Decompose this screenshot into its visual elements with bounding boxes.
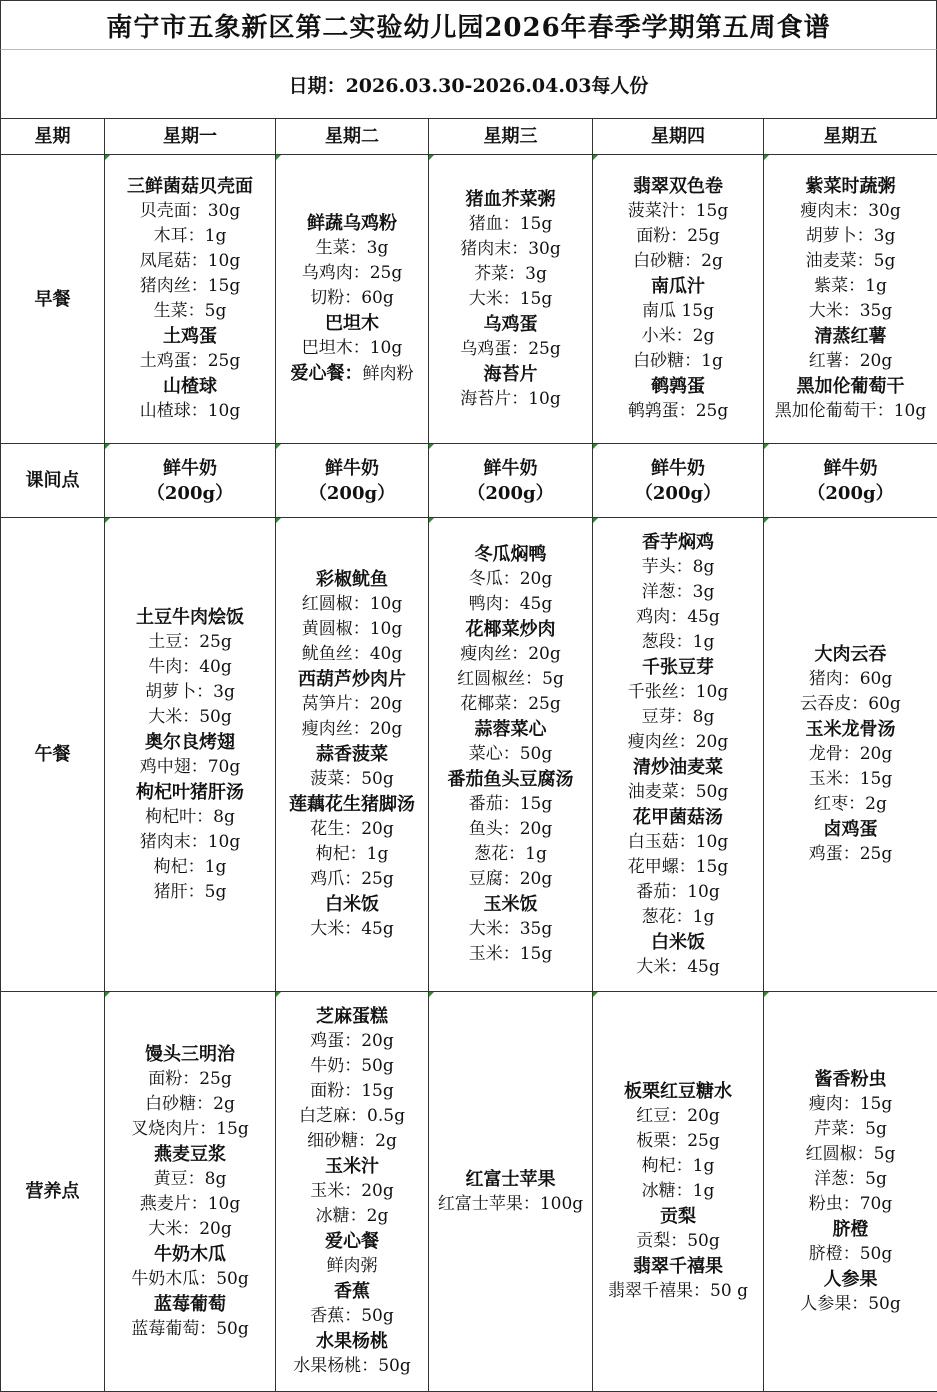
ingredient-line: 龙骨：20g bbox=[764, 742, 937, 767]
dish-name: 海苔片 bbox=[429, 362, 592, 387]
ingredient-line: 土豆：25g bbox=[105, 630, 275, 655]
ingredient-line: 贡梨：50g bbox=[593, 1229, 763, 1254]
special-meal-line bbox=[276, 361, 428, 387]
ingredient-line: 冰糖：2g bbox=[276, 1204, 428, 1229]
menu-cell bbox=[105, 155, 276, 444]
dish-name: 三鲜菌菇贝壳面 bbox=[105, 174, 275, 199]
dish-name: 大肉云吞 bbox=[764, 642, 937, 667]
ingredient-line: 红圆椒：5g bbox=[764, 1142, 937, 1167]
menu-cell bbox=[429, 992, 593, 1392]
ingredient-line: 洋葱：5g bbox=[764, 1167, 937, 1192]
dish-name: 冬瓜焖鸭 bbox=[429, 542, 592, 567]
ingredient-line: 面粉：25g bbox=[105, 1067, 275, 1092]
menu-cell bbox=[764, 444, 937, 518]
ingredient-line: 枸杞：1g bbox=[276, 842, 428, 867]
dish-name: 鲜牛奶 bbox=[429, 456, 592, 481]
ingredient-line: 番茄：15g bbox=[429, 792, 592, 817]
ingredient-line: 红枣：2g bbox=[764, 792, 937, 817]
ingredient-line: 脐橙：50g bbox=[764, 1242, 937, 1267]
ingredient-line: 蓝莓葡萄：50g bbox=[105, 1317, 275, 1342]
ingredient-line: 瘦肉末：30g bbox=[764, 199, 937, 224]
ingredient-line: 凤尾菇：10g bbox=[105, 249, 275, 274]
ingredient-line: 红圆椒：10g bbox=[276, 592, 428, 617]
ingredient-line: 山楂球：10g bbox=[105, 399, 275, 424]
ingredient-line: 黄圆椒：10g bbox=[276, 617, 428, 642]
dish-name: 花椰菜炒肉 bbox=[429, 617, 592, 642]
dish-name: 白米饭 bbox=[276, 892, 428, 917]
ingredient-line: 叉烧肉片：15g bbox=[105, 1117, 275, 1142]
dish-name: 鲜牛奶 bbox=[593, 456, 763, 481]
dish-name: 香蕉 bbox=[276, 1279, 428, 1304]
ingredient-line: 瘦肉：15g bbox=[764, 1092, 937, 1117]
meal-label: 课间点 bbox=[1, 444, 105, 518]
ingredient-line: 乌鸡蛋：25g bbox=[429, 337, 592, 362]
ingredient-line: 贝壳面：30g bbox=[105, 199, 275, 224]
ingredient-line: 枸杞：1g bbox=[105, 855, 275, 880]
dish-name: 板栗红豆糖水 bbox=[593, 1079, 763, 1104]
ingredient-line: 花生：20g bbox=[276, 817, 428, 842]
dish-name: 人参果 bbox=[764, 1267, 937, 1292]
dish-name: 蓝莓葡萄 bbox=[105, 1292, 275, 1317]
dish-name: 乌鸡蛋 bbox=[429, 312, 592, 337]
meal-row-breakfast bbox=[1, 155, 937, 444]
header-day-5: 星期五 bbox=[764, 119, 937, 155]
dish-name: 清蒸红薯 bbox=[764, 324, 937, 349]
ingredient-line: 白砂糖：2g bbox=[593, 249, 763, 274]
ingredient-line: 燕麦片：10g bbox=[105, 1192, 275, 1217]
ingredient-line: 莴笋片：20g bbox=[276, 692, 428, 717]
dish-name: 芝麻蛋糕 bbox=[276, 1004, 428, 1029]
dish-name: 彩椒鱿鱼 bbox=[276, 567, 428, 592]
ingredient-line: 粉虫：70g bbox=[764, 1192, 937, 1217]
dish-name: 脐橙 bbox=[764, 1217, 937, 1242]
dish-name: 枸杞叶猪肝汤 bbox=[105, 780, 275, 805]
meal-label: 营养点 bbox=[1, 992, 105, 1392]
dish-name: 清炒油麦菜 bbox=[593, 755, 763, 780]
ingredient-line: 猪肉末：10g bbox=[105, 830, 275, 855]
dish-name: 香芋焖鸡 bbox=[593, 530, 763, 555]
dish-name: 莲藕花生猪脚汤 bbox=[276, 792, 428, 817]
ingredient-line: 板栗：25g bbox=[593, 1129, 763, 1154]
dish-name: 黑加伦葡萄干 bbox=[764, 374, 937, 399]
ingredient-line: 油麦菜：50g bbox=[593, 780, 763, 805]
ingredient-line: 千张丝：10g bbox=[593, 680, 763, 705]
menu-cell bbox=[593, 992, 764, 1392]
dish-name: 番茄鱼头豆腐汤 bbox=[429, 767, 592, 792]
ingredient-line: 生菜：5g bbox=[105, 299, 275, 324]
ingredient-line: 胡萝卜：3g bbox=[764, 224, 937, 249]
special-meal-label: 爱心餐： bbox=[291, 363, 363, 384]
ingredient-line: 冰糖：1g bbox=[593, 1179, 763, 1204]
ingredient-line: 猪肉：60g bbox=[764, 667, 937, 692]
ingredient-line: 大米：35g bbox=[764, 299, 937, 324]
dish-name: 玉米饭 bbox=[429, 892, 592, 917]
menu-cell bbox=[593, 155, 764, 444]
ingredient-line: 切粉：60g bbox=[276, 286, 428, 311]
ingredient-line: 洋葱：3g bbox=[593, 580, 763, 605]
dish-name: 鹌鹑蛋 bbox=[593, 374, 763, 399]
meal-label: 午餐 bbox=[1, 518, 105, 992]
ingredient-line: 猪血：15g bbox=[429, 212, 592, 237]
ingredient-line: 菠菜汁：15g bbox=[593, 199, 763, 224]
dish-name: 玉米汁 bbox=[276, 1154, 428, 1179]
ingredient-line: 玉米：15g bbox=[429, 942, 592, 967]
ingredient-line: 胡萝卜：3g bbox=[105, 680, 275, 705]
dish-name: 白米饭 bbox=[593, 930, 763, 955]
ingredient-line: 白砂糖：2g bbox=[105, 1092, 275, 1117]
ingredient-line: 鹌鹑蛋：25g bbox=[593, 399, 763, 424]
dish-name: 酱香粉虫 bbox=[764, 1067, 937, 1092]
dish-name: 贡梨 bbox=[593, 1204, 763, 1229]
menu-cell bbox=[764, 992, 937, 1392]
ingredient-line: 枸杞：1g bbox=[593, 1154, 763, 1179]
ingredient-line: 红富士苹果：100g bbox=[429, 1192, 592, 1217]
ingredient-line: 香蕉：50g bbox=[276, 1304, 428, 1329]
menu-cell bbox=[764, 155, 937, 444]
ingredient-line: 黑加伦葡萄干：10g bbox=[764, 399, 937, 424]
ingredient-line: 猪肝：5g bbox=[105, 880, 275, 905]
ingredient-line: 菜心：50g bbox=[429, 742, 592, 767]
ingredient-line: 玉米：20g bbox=[276, 1179, 428, 1204]
menu-cell bbox=[593, 444, 764, 518]
ingredient-line: 红薯：20g bbox=[764, 349, 937, 374]
dish-name: 鲜牛奶 bbox=[276, 456, 428, 481]
header-row bbox=[1, 119, 937, 155]
ingredient-line: 葱花：1g bbox=[593, 905, 763, 930]
ingredient-line: 芥菜：3g bbox=[429, 262, 592, 287]
ingredient-line: 芋头：8g bbox=[593, 555, 763, 580]
dish-name: 翡翠双色卷 bbox=[593, 174, 763, 199]
meal-row-lunch bbox=[1, 518, 937, 992]
ingredient-line: 大米：35g bbox=[429, 917, 592, 942]
dish-name: （200g） bbox=[764, 481, 937, 506]
ingredient-line: 枸杞叶：8g bbox=[105, 805, 275, 830]
ingredient-line: 牛肉：40g bbox=[105, 655, 275, 680]
ingredient-line: 面粉：25g bbox=[593, 224, 763, 249]
menu-cell bbox=[105, 518, 276, 992]
dish-name: 蒜蓉菜心 bbox=[429, 717, 592, 742]
dish-name: 玉米龙骨汤 bbox=[764, 717, 937, 742]
ingredient-line: 乌鸡肉：25g bbox=[276, 261, 428, 286]
ingredient-line: 鸡爪：25g bbox=[276, 867, 428, 892]
ingredient-line: 花甲螺：15g bbox=[593, 855, 763, 880]
dish-name: 南瓜汁 bbox=[593, 274, 763, 299]
meal-row-nutrition-snack bbox=[1, 992, 937, 1392]
ingredient-line: 猪肉末：30g bbox=[429, 237, 592, 262]
ingredient-line: 水果杨桃：50g bbox=[276, 1354, 428, 1379]
ingredient-line: 巴坦木：10g bbox=[276, 336, 428, 361]
ingredient-line: 葱段：1g bbox=[593, 630, 763, 655]
dish-name: 千张豆芽 bbox=[593, 655, 763, 680]
menu-cell bbox=[105, 444, 276, 518]
dish-name: 鲜牛奶 bbox=[764, 456, 937, 481]
ingredient-line: 油麦菜：5g bbox=[764, 249, 937, 274]
special-meal-value: 鲜肉粉 bbox=[363, 364, 414, 384]
dish-name: 卤鸡蛋 bbox=[764, 817, 937, 842]
ingredient-line: 瘦肉丝：20g bbox=[276, 717, 428, 742]
dish-name: （200g） bbox=[593, 481, 763, 506]
ingredient-line: 大米：50g bbox=[105, 705, 275, 730]
ingredient-line: 瘦肉丝：20g bbox=[429, 642, 592, 667]
meal-label: 早餐 bbox=[1, 155, 105, 444]
menu-cell bbox=[276, 992, 429, 1392]
ingredient-line: 面粉：15g bbox=[276, 1079, 428, 1104]
menu-table bbox=[0, 118, 937, 1392]
ingredient-line: 鱿鱼丝：40g bbox=[276, 642, 428, 667]
ingredient-line: 鲜肉粥 bbox=[276, 1254, 428, 1279]
ingredient-line: 木耳：1g bbox=[105, 224, 275, 249]
dish-name: 西葫芦炒肉片 bbox=[276, 667, 428, 692]
menu-cell bbox=[276, 518, 429, 992]
menu-cell bbox=[593, 518, 764, 992]
ingredient-line: 豆芽：8g bbox=[593, 705, 763, 730]
ingredient-line: 鸡蛋：25g bbox=[764, 842, 937, 867]
dish-name: 土鸡蛋 bbox=[105, 324, 275, 349]
ingredient-line: 白玉菇：10g bbox=[593, 830, 763, 855]
dish-name: （200g） bbox=[276, 481, 428, 506]
dish-name: 猪血芥菜粥 bbox=[429, 187, 592, 212]
menu-cell bbox=[105, 992, 276, 1392]
ingredient-line: 白芝麻：0.5g bbox=[276, 1104, 428, 1129]
ingredient-line: 牛奶：50g bbox=[276, 1054, 428, 1079]
ingredient-line: 葱花：1g bbox=[429, 842, 592, 867]
dish-name: 水果杨桃 bbox=[276, 1329, 428, 1354]
dish-name: （200g） bbox=[429, 481, 592, 506]
ingredient-line: 土鸡蛋：25g bbox=[105, 349, 275, 374]
header-day-4: 星期四 bbox=[593, 119, 764, 155]
ingredient-line: 大米：20g bbox=[105, 1217, 275, 1242]
header-corner: 星期 bbox=[1, 119, 105, 155]
date-line: 日期：2026.03.30-2026.04.03每人份 bbox=[0, 50, 937, 118]
menu-cell bbox=[276, 444, 429, 518]
ingredient-line: 海苔片：10g bbox=[429, 387, 592, 412]
ingredient-line: 牛奶木瓜：50g bbox=[105, 1267, 275, 1292]
ingredient-line: 红圆椒丝：5g bbox=[429, 667, 592, 692]
ingredient-line: 花椰菜：25g bbox=[429, 692, 592, 717]
header-day-2: 星期二 bbox=[276, 119, 429, 155]
ingredient-line: 生菜：3g bbox=[276, 236, 428, 261]
ingredient-line: 大米：45g bbox=[276, 917, 428, 942]
menu-cell bbox=[429, 518, 593, 992]
ingredient-line: 鸭肉：45g bbox=[429, 592, 592, 617]
page-title: 南宁市五象新区第二实验幼儿园2026年春季学期第五周食谱 bbox=[0, 0, 937, 50]
dish-name: 土豆牛肉烩饭 bbox=[105, 605, 275, 630]
ingredient-line: 大米：15g bbox=[429, 287, 592, 312]
dish-name: 奥尔良烤翅 bbox=[105, 730, 275, 755]
ingredient-line: 芹菜：5g bbox=[764, 1117, 937, 1142]
ingredient-line: 细砂糖：2g bbox=[276, 1129, 428, 1154]
dish-name: 蒜香菠菜 bbox=[276, 742, 428, 767]
ingredient-line: 玉米：15g bbox=[764, 767, 937, 792]
dish-name: 馒头三明治 bbox=[105, 1042, 275, 1067]
ingredient-line: 瘦肉丝：20g bbox=[593, 730, 763, 755]
ingredient-line: 白砂糖：1g bbox=[593, 349, 763, 374]
ingredient-line: 豆腐：20g bbox=[429, 867, 592, 892]
dish-name: 巴坦木 bbox=[276, 311, 428, 336]
ingredient-line: 红豆：20g bbox=[593, 1104, 763, 1129]
menu-body bbox=[1, 155, 937, 1392]
dish-name: 燕麦豆浆 bbox=[105, 1142, 275, 1167]
dish-name: 鲜蔬乌鸡粉 bbox=[276, 211, 428, 236]
menu-cell bbox=[276, 155, 429, 444]
menu-cell bbox=[429, 155, 593, 444]
ingredient-line: 人参果：50g bbox=[764, 1292, 937, 1317]
dish-name: 紫菜时蔬粥 bbox=[764, 174, 937, 199]
ingredient-line: 南瓜 15g bbox=[593, 299, 763, 324]
header-day-1: 星期一 bbox=[105, 119, 276, 155]
ingredient-line: 鱼头：20g bbox=[429, 817, 592, 842]
ingredient-line: 鸡蛋：20g bbox=[276, 1029, 428, 1054]
dish-name: 爱心餐 bbox=[276, 1229, 428, 1254]
ingredient-line: 鸡肉：45g bbox=[593, 605, 763, 630]
menu-cell bbox=[429, 444, 593, 518]
dish-name: 鲜牛奶 bbox=[105, 456, 275, 481]
ingredient-line: 番茄：10g bbox=[593, 880, 763, 905]
dish-name: 山楂球 bbox=[105, 374, 275, 399]
menu-cell bbox=[764, 518, 937, 992]
ingredient-line: 菠菜：50g bbox=[276, 767, 428, 792]
ingredient-line: 紫菜：1g bbox=[764, 274, 937, 299]
ingredient-line: 鸡中翅：70g bbox=[105, 755, 275, 780]
dish-name: 红富士苹果 bbox=[429, 1167, 592, 1192]
dish-name: 牛奶木瓜 bbox=[105, 1242, 275, 1267]
header-day-3: 星期三 bbox=[429, 119, 593, 155]
ingredient-line: 黄豆：8g bbox=[105, 1167, 275, 1192]
ingredient-line: 翡翠千禧果：50 g bbox=[593, 1279, 763, 1304]
dish-name: 翡翠千禧果 bbox=[593, 1254, 763, 1279]
ingredient-line: 云吞皮：60g bbox=[764, 692, 937, 717]
dish-name: 花甲菌菇汤 bbox=[593, 805, 763, 830]
ingredient-line: 大米：45g bbox=[593, 955, 763, 980]
ingredient-line: 冬瓜：20g bbox=[429, 567, 592, 592]
dish-name: （200g） bbox=[105, 481, 275, 506]
ingredient-line: 猪肉丝：15g bbox=[105, 274, 275, 299]
meal-row-snack bbox=[1, 444, 937, 518]
ingredient-line: 小米：2g bbox=[593, 324, 763, 349]
